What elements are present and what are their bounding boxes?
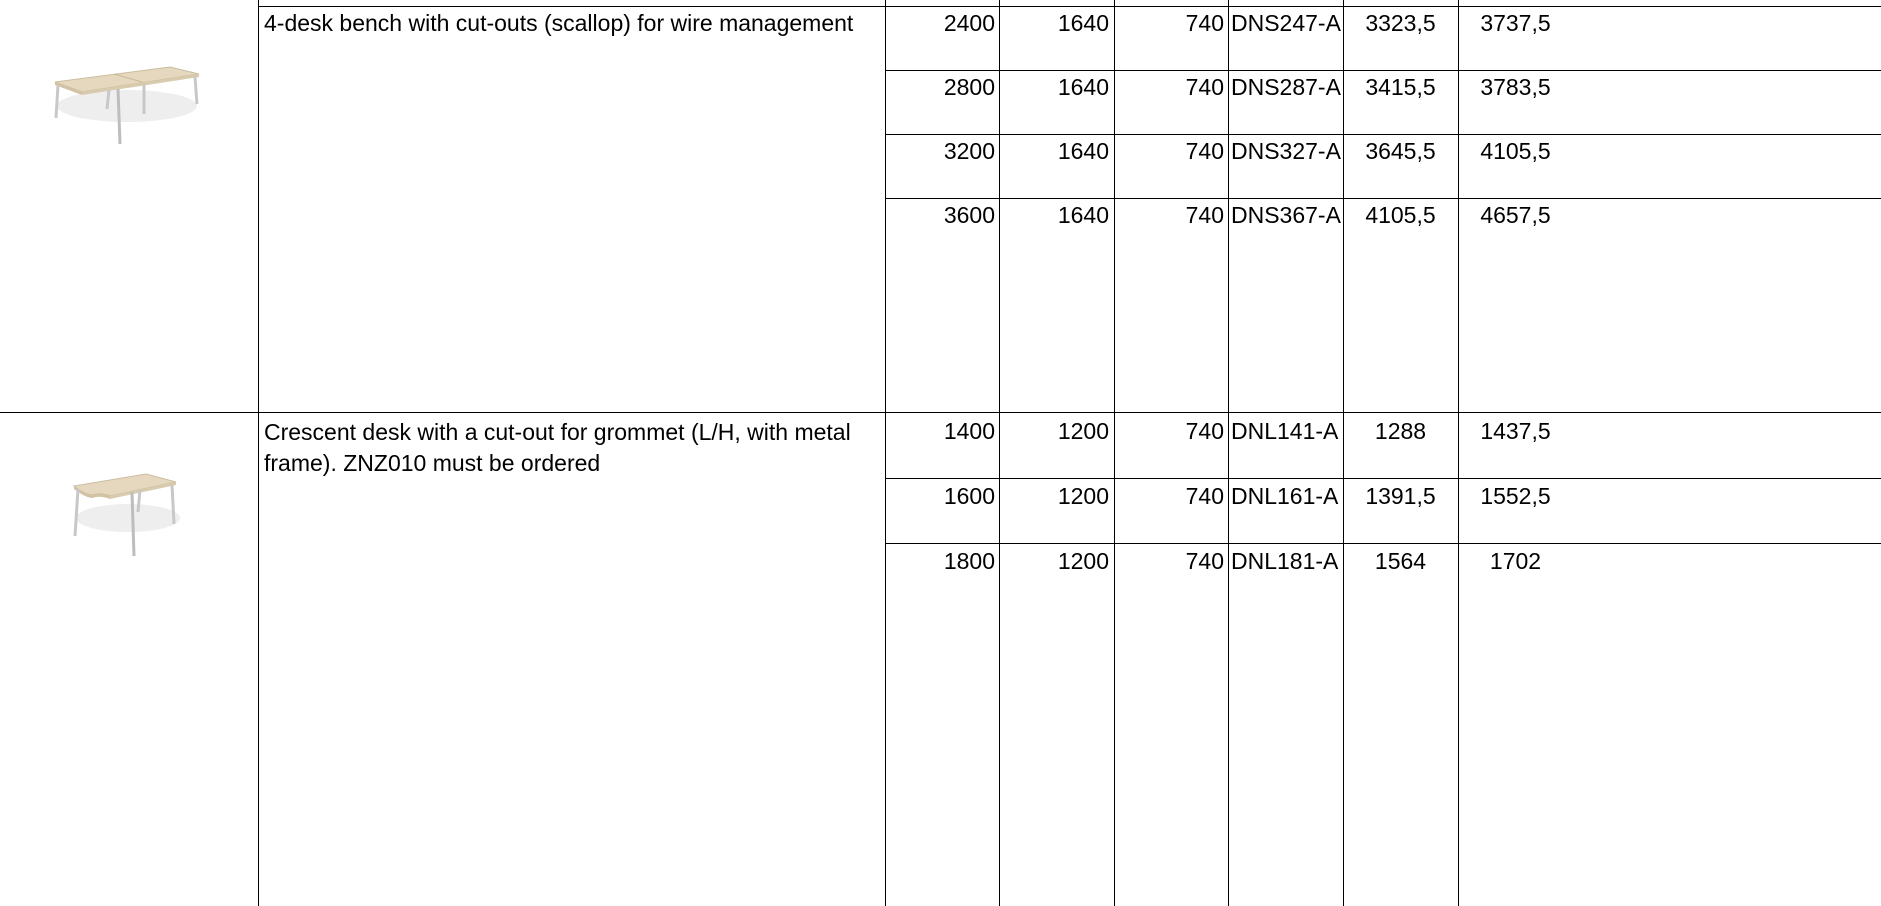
width-value: 1600 — [943, 483, 995, 509]
price-value: 1437,5 — [1480, 418, 1551, 444]
price-value: 3415,5 — [1365, 74, 1436, 100]
width-value: 3200 — [943, 138, 995, 164]
depth-value: 1200 — [1057, 483, 1109, 509]
depth-value: 1640 — [1057, 138, 1109, 164]
product-code: DNS247-A — [1231, 10, 1341, 36]
grid-line — [885, 198, 1881, 199]
price-value: 1564 — [1374, 548, 1427, 574]
price-value: 3783,5 — [1480, 74, 1551, 100]
price-value: 3737,5 — [1480, 10, 1551, 36]
height-value: 740 — [1185, 548, 1224, 574]
crescent-desk-icon — [70, 468, 182, 562]
height-value: 740 — [1185, 10, 1224, 36]
height-value: 740 — [1185, 483, 1224, 509]
product-code: DNL181-A — [1231, 548, 1339, 574]
grid-line — [258, 0, 259, 906]
price-value: 1702 — [1489, 548, 1542, 574]
grid-line — [0, 412, 1881, 413]
bench-desk-icon — [52, 62, 202, 148]
price-value: 3323,5 — [1365, 10, 1436, 36]
depth-value: 1200 — [1057, 548, 1109, 574]
grid-line — [885, 478, 1881, 479]
depth-value: 1640 — [1057, 74, 1109, 100]
price-value: 4105,5 — [1480, 138, 1551, 164]
price-value: 3645,5 — [1365, 138, 1436, 164]
grid-line — [1228, 0, 1229, 906]
grid-line — [885, 70, 1881, 71]
price-value: 1552,5 — [1480, 483, 1551, 509]
depth-value: 1640 — [1057, 202, 1109, 228]
product-description: 4-desk bench with cut-outs (scallop) for wire management — [264, 10, 854, 36]
product-code: DNL161-A — [1231, 483, 1339, 509]
price-value: 1288 — [1374, 418, 1427, 444]
product-code: DNS287-A — [1231, 74, 1341, 100]
depth-value: 1200 — [1057, 418, 1109, 444]
grid-line — [885, 543, 1881, 544]
grid-line — [885, 134, 1881, 135]
width-value: 2800 — [943, 74, 995, 100]
depth-value: 1640 — [1057, 10, 1109, 36]
width-value: 3600 — [943, 202, 995, 228]
product-code: DNL141-A — [1231, 418, 1339, 444]
height-value: 740 — [1185, 74, 1224, 100]
height-value: 740 — [1185, 202, 1224, 228]
height-value: 740 — [1185, 138, 1224, 164]
grid-line — [258, 6, 1881, 7]
price-value: 4657,5 — [1480, 202, 1551, 228]
height-value: 740 — [1185, 418, 1224, 444]
price-value: 1391,5 — [1365, 483, 1436, 509]
width-value: 1400 — [943, 418, 995, 444]
width-value: 2400 — [943, 10, 995, 36]
product-code: DNS327-A — [1231, 138, 1341, 164]
product-code: DNS367-A — [1231, 202, 1341, 228]
price-value: 4105,5 — [1365, 202, 1436, 228]
width-value: 1800 — [943, 548, 995, 574]
product-description: Crescent desk with a cut-out for grommet (L/H, with metal frame). ZNZ010 must be ordered — [264, 419, 851, 476]
